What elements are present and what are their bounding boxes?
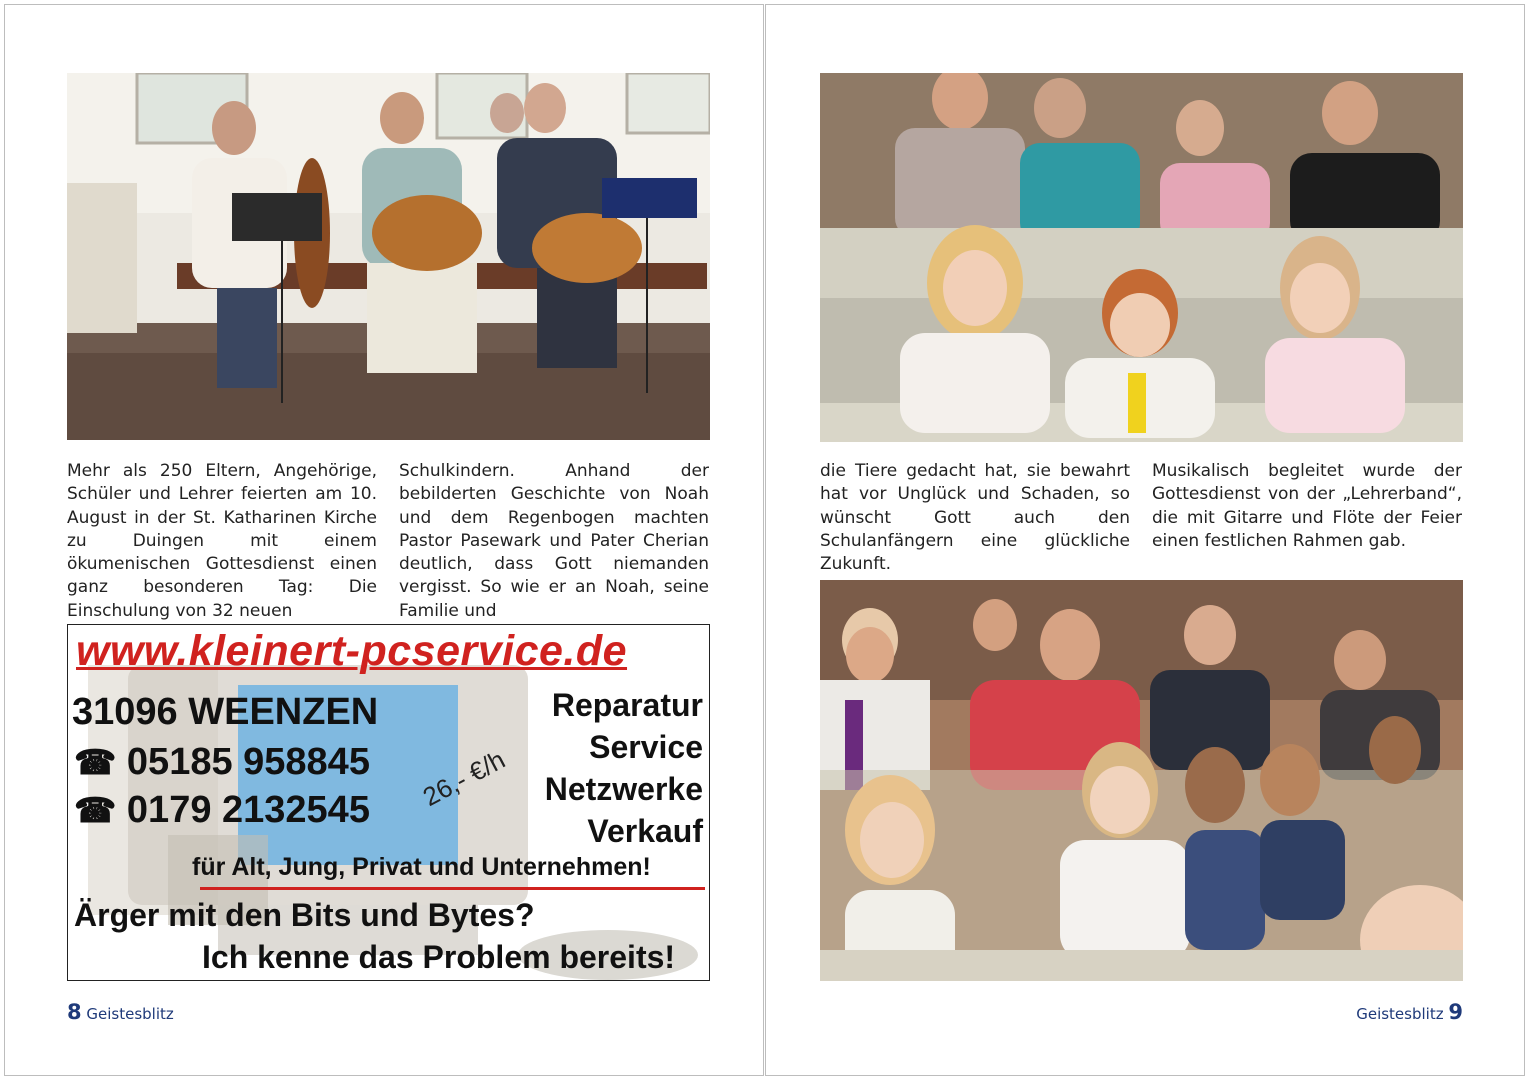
ad-phone-1	[74, 741, 370, 784]
telephone-icon: ☎	[74, 744, 117, 782]
telephone-icon: ☎	[74, 792, 117, 830]
photo-band-musicians	[67, 73, 710, 440]
advertisement-pc-service	[67, 624, 710, 981]
ad-slogan-1: Ärger mit den Bits und Bytes?	[74, 897, 535, 933]
ad-service-2: Service	[589, 729, 703, 765]
ad-target-audience: für Alt, Jung, Privat und Unternehmen!	[192, 853, 651, 881]
ad-phone-2-number: 0179 2132545	[126, 789, 370, 831]
magazine-title: Geistesblitz	[1356, 1005, 1444, 1023]
ad-website-url[interactable]: www.kleinert-pcservice.de	[76, 627, 628, 675]
photo-congregation	[820, 580, 1463, 981]
ad-service-1: Reparatur	[551, 687, 703, 723]
ad-red-rule	[200, 887, 705, 890]
ad-phone-2	[74, 789, 370, 832]
article-column-3: die Tiere gedacht hat, sie bewahrt hat vor Unglück und Schaden, so wünscht Gott auch den Schulanfängern eine glückliche Zukunft.	[820, 461, 1130, 575]
ad-price: 26,- €/h	[417, 744, 510, 812]
right-footer	[1356, 1000, 1463, 1024]
left-footer	[67, 1000, 174, 1024]
magazine-title: Geistesblitz	[86, 1005, 174, 1023]
page-number: 8	[67, 1000, 82, 1024]
page-number: 9	[1448, 1000, 1463, 1024]
photo-children-pew	[820, 73, 1463, 442]
ad-slogan-2: Ich kenne das Problem bereits!	[202, 939, 676, 975]
ad-service-3: Netzwerke	[544, 771, 703, 807]
article-column-2: Schulkindern. Anhand der bebilderten Geschichte von Noah und dem Regenbogen machten Pastor Pasewark und Pater Cherian deutlich, dass Gott niemanden vergisst. So wie er an Noah, seine Familie und	[399, 461, 709, 621]
ad-city: 31096 WEENZEN	[72, 691, 379, 733]
ad-service-4: Verkauf	[587, 813, 703, 849]
article-column-4: Musikalisch begleitet wurde der Gottesdienst von der „Lehrerband“, die mit Gitarre und Flöte der Feier einen festlichen Rahmen gab.	[1152, 461, 1462, 551]
ad-phone-1-number: 05185 958845	[126, 741, 370, 783]
article-column-1: Mehr als 250 Eltern, Angehörige, Schüler und Lehrer feierten am 10. August in der St. Katharinen Kirche zu Duingen mit einem ökumenischen Gottesdienst einen ganz besonderen Tag: Die Einschulung von 32 neuen	[67, 461, 377, 621]
